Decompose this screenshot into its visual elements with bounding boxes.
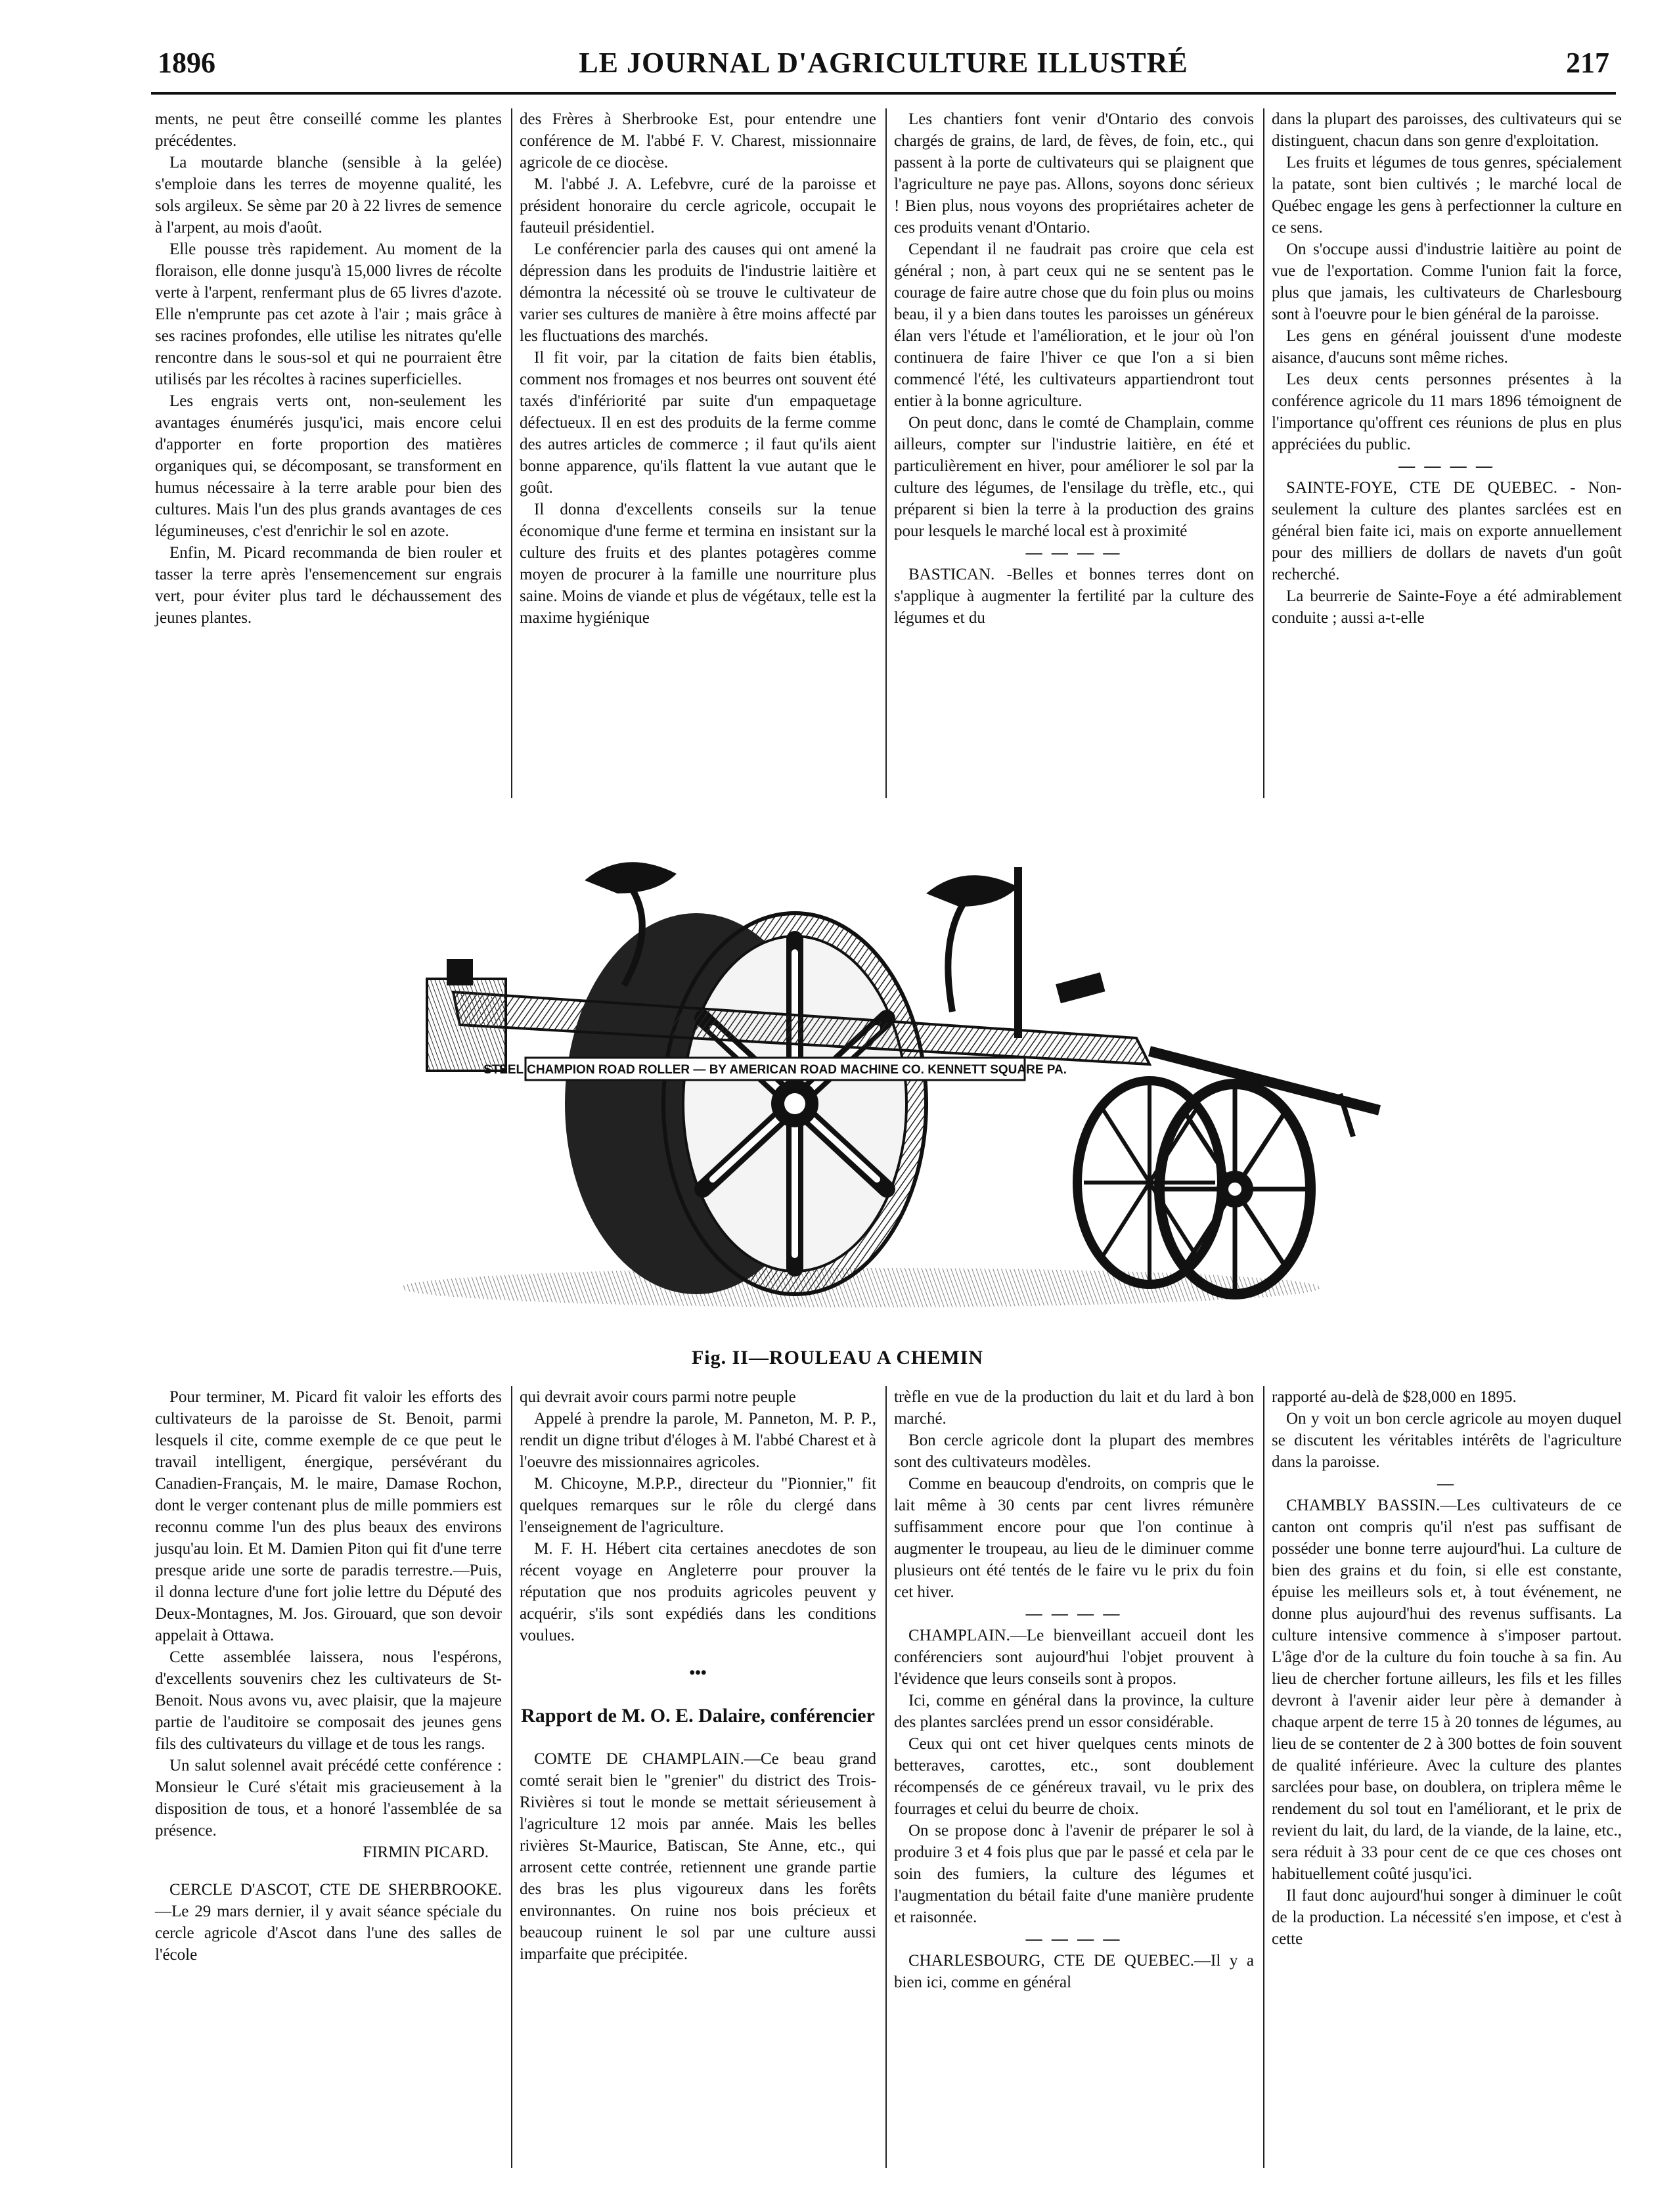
paragraph: On y voit un bon cercle agricole au moyen duquel se discutent les véritables intérêts de l'agriculture dans la paroisse. [1272,1410,1622,1471]
paragraph: ments, ne peut être conseillé comme les plantes précédentes. [155,110,502,150]
figure-caption: Fig. II—ROULEAU A CHEMIN [691,1347,984,1368]
separator: — — — — [1025,544,1123,562]
paragraph: Bon cercle agricole dont la plupart des membres sont des cultivateurs modèles. [894,1432,1254,1471]
paragraph: Un salut solennel avait précédé cette conférence : Monsieur le Curé s'était mis gracieusement à la disposition de tous, et a honoré l'assemblée de sa présence. [155,1757,502,1840]
paragraph: des Frères à Sherbrooke Est, pour entendre une conférence de M. l'abbé F. V. Charest, missionnaire agricole de ce diocèse. [520,110,876,171]
paragraph: Les chantiers font venir d'Ontario des convois chargés de grains, de lard, de fèves, de foin, etc., qui passent à la porte de cultivateurs qui se plaignent que l'agriculture ne paye pas. Allons, soyons donc sérieux ! Bien plus, nous voyons des propriétaires acheter de ces produits venant d'Ontario. [894,110,1254,237]
paragraph: Il fit voir, par la citation de faits bien établis, comment nos fromages et nos beurres ont souvent été taxés d'infériorité par suite d'un empaquetage défectueux. Il en est des produits de la ferme comme des autres articles de commerce ; il faut qu'ils aient bonne apparence, qu'ils flattent la vue autant que le goût. [520,349,876,497]
paragraph: Ceux qui ont cet hiver quelques cents minots de betteraves, carottes, etc., sont doublement récompensés de ce généreux travail, vu le prix des fourrages et celui du beurre de choix. [894,1735,1254,1818]
paragraph: CERCLE D'ASCOT, CTE DE SHERBROOKE.—Le 29 mars dernier, il y avait séance spéciale du cercle agricole d'Ascot dans l'une des salles de l'école [155,1881,502,1964]
paragraph: Enfin, M. Picard recommanda de bien rouler et tasser la terre après l'ensemencement sur engrais vert, pour éviter plus tard le déchaussement des jeunes plantes. [155,544,502,627]
column-rule [1263,108,1264,798]
paragraph: M. l'abbé J. A. Lefebvre, curé de la paroisse et président honoraire du cercle agricole, occupait le fauteuil présidentiel. [520,175,876,237]
separator: — [1437,1475,1456,1493]
paragraph: Les engrais verts ont, non-seulement les avantages énumérés jusqu'ici, mais encore celui d'apporter en forte proportion des matières organiques qui, se décomposant, se transforment en humus nécessaire à la terre arable pour bien des cultures. Mais l'un des plus grands avantages de ces légumineuses, c'est d'enrichir le sol en azote. [155,392,502,540]
paragraph: On peut donc, dans le comté de Champlain, comme ailleurs, compter sur l'industrie laitière, en été et particulièrement en hiver, pour améliorer le sol par la culture des légumes, de l'ensilage du trèfle, etc., qui préparent si bien la terre à la production des grains pour lesquels le marché local est à proximité [894,414,1254,540]
page-header [151,39,1616,95]
paragraph: Appelé à prendre la parole, M. Panneton, M. P. P., rendit un digne tribut d'éloges à M. l'abbé Charest et à l'oeuvre des missionnaires agricoles. [520,1410,876,1471]
paragraph: Les fruits et légumes de tous genres, spécialement la patate, sont bien cultivés ; le marché local de Québec engage les gens à perfectionner la culture en ce sens. [1272,154,1622,237]
paragraph: Ici, comme en général dans la province, la culture des plantes sarclées prend un essor considérable. [894,1692,1254,1731]
paragraph: Comme en beaucoup d'endroits, on compris que le lait même à 30 cents par cent livres rémunère suffisamment encore pour que l'on continue à augmenter le troupeau, au lieu de le diminuer comme plusieurs ont été tentés de le faire vu le prix du foin cet hiver. [894,1475,1254,1601]
separator: — — — — [1025,1605,1123,1623]
rear-wheel [1077,1081,1222,1284]
column-rule [885,108,887,798]
separator: — — — — [1398,457,1495,475]
paragraph: La moutarde blanche (sensible à la gelée) s'emploie dans les terres de moyenne qualité, les sols argileux. Se sème par 20 à 22 livres de semence à l'arpent, au mois d'août. [155,154,502,237]
page-number: 217 [1566,47,1609,79]
section-heading: Rapport de M. O. E. Dalaire, conférencier [521,1705,875,1727]
signature: FIRMIN PICARD. [363,1843,489,1861]
paragraph: CHARLESBOURG, CTE DE QUEBEC.—Il y a bien ici, comme en général [894,1952,1254,1991]
column-rule [1263,1386,1264,2168]
paragraph: Elle pousse très rapidement. Au moment de la floraison, elle donne jusqu'à 15,000 livres de récolte verte à l'arpent, renfermant plus de 65 livres d'azote. Elle n'emprunte pas cet azote à l'air ; mais grâce à ses racines profondes, elle utilise les nitrates qu'elle rencontre dans le sous-sol et qui ne pourraient être utilisés par les récoltes à racines superficielles. [155,240,502,388]
paragraph: qui devrait avoir cours parmi notre peuple [520,1388,796,1406]
column-rule [511,1386,512,2168]
paragraph: Le conférencier parla des causes qui ont amené la dépression dans les produits de l'industrie laitière et démontra la nécessité où se trouve le cultivateur de varier ses cultures de manière à être moins affecté par les fluctuations des marchés. [520,240,876,345]
paragraph: On se propose donc à l'avenir de préparer le sol à produire 3 et 4 fois plus que par le passé et cela par le soin des fumiers, la culture des légumes et l'augmentation du bétail faite d'une manière prudente et raisonnée. [894,1822,1254,1926]
separator: — — — — [1025,1930,1123,1948]
paragraph: COMTE DE CHAMPLAIN.—Ce beau grand comté serait bien le "grenier" du district des Trois-Rivières si tout le monde se mettait sérieusement à l'agriculture 12 mois par année. Mais les belles rivières St-Maurice, Batiscan, Ste Anne, etc., qui arrosent cette contrée, retiennent une grande partie des bras les plus vigoureux dans les forêts environnantes. On ruine nos bois précieux et beaucoup ruinent le sol par une culture aussi imparfaite que précipitée. [520,1750,876,1963]
roller-banner-text: STEEL CHAMPION ROAD ROLLER — BY AMERICAN ROAD MACHINE CO. KENNETT SQUARE PA. [483,1063,1067,1077]
bottom-column-1 [151,1386,506,2175]
paragraph: Il faut donc aujourd'hui songer à diminuer le coût de la production. La nécessité s'en impose, et c'est à cette [1272,1887,1622,1948]
road-roller-illustration [388,828,1386,1340]
top-column-4 [1268,108,1626,805]
separator: ••• [689,1664,707,1682]
paragraph: On s'occupe aussi d'industrie laitière au point de vue de l'exportation. Comme l'union fait la force, plus que jamais, les cultivateurs de Charlesbourg sont à l'oeuvre pour le bien général de la paroisse. [1272,240,1622,323]
paragraph: Les deux cents personnes présentes à la conférence agricole du 11 mars 1896 témoignent de l'importance qu'offrent ces réunions de plus en plus appréciées du public. [1272,371,1622,453]
top-column-3 [890,108,1258,805]
paragraph: Cette assemblée laissera, nous l'espérons, d'excellents souvenirs chez les cultivateurs de St-Benoit. Nous avons vu, avec plaisir, que la majeure partie de l'auditoire se composait des jeunes gens fils des cultivateurs du village et de tous les rangs. [155,1648,502,1753]
paragraph: trèfle en vue de la production du lait et du lard à bon marché. [894,1388,1254,1428]
column-rule [511,108,512,798]
paragraph: Les gens en général jouissent d'une modeste aisance, d'aucuns sont même riches. [1272,327,1622,367]
paragraph: La beurrerie de Sainte-Foye a été admirablement conduite ; aussi a-t-elle [1272,587,1622,627]
paragraph: Cependant il ne faudrait pas croire que cela est général ; non, à part ceux qui ne se sentent pas le courage de faire autre chose que du foin plus ou moins beau, il y a bien dans toutes les paroisses un généreux élan vers l'étude et l'amélioration, et le jour où l'on continuera de faire l'hiver ce que l'on a si bien commencé l'été, les cultivateurs appartiendront tout entier à la bonne agriculture. [894,240,1254,410]
paragraph: rapporté au-delà de $28,000 en 1895. [1272,1388,1517,1406]
paragraph: dans la plupart des paroisses, des cultivateurs qui se distinguent, chacun dans son genre d'exploitation. [1272,110,1622,150]
paragraph: SAINTE-FOYE, CTE DE QUEBEC. - Non-seulement la culture des plantes sarclées est en général bien faite ici, mais on exporte annuellement pour des milliers de dollars de navets d'un goût recherché. [1272,479,1622,583]
bottom-column-4 [1268,1386,1626,2175]
page-year: 1896 [158,47,215,79]
top-column-1 [151,108,506,805]
paragraph: Il donna d'excellents conseils sur la tenue économique d'une ferme et termina en insistant sur la culture des fruits et des plantes potagères comme moyen de procurer à la famille une nourriture plus saine. Moins de viande et plus de végétaux, telle est la maxime hygiénique [520,501,876,627]
paragraph: CHAMPLAIN.—Le bienveillant accueil dont les conférenciers sont aujourd'hui l'objet prouvent à l'évidence que leurs conseils sont à propos. [894,1627,1254,1688]
paragraph: M. F. H. Hébert cita certaines anecdotes de son récent voyage en Angleterre pour prouver la réputation que nos produits agricoles peuvent y acquérir, s'ils sont expédiés dans les conditions voulues. [520,1540,876,1644]
column-rule [885,1386,887,2168]
bottom-column-3 [890,1386,1258,2175]
top-column-2 [516,108,880,805]
journal-title: LE JOURNAL D'AGRICULTURE ILLUSTRÉ [579,47,1188,79]
paragraph: BASTICAN. -Belles et bonnes terres dont on s'applique à augmenter la fertilité par la culture des légumes et du [894,566,1254,627]
paragraph: Pour terminer, M. Picard fit valoir les efforts des cultivateurs de la paroisse de St. Benoit, parmi lesquels il cite, comme exemple de ce que peut le travail intelligent, énergique, persévérant du Canadien-Français, M. le maire, Damase Rochon, dont le verger contenant plus de mille pommiers est reconnu comme l'un des plus beaux des environs jusqu'au loin. Et M. Damien Piton qui fit d'une terre presque aride une sorte de paradis terrestre.—Puis, il donna lecture d'une fort jolie lettre du Député des Deux-Montagnes, M. Jos. Girouard, que son devoir appelait à Ottawa. [155,1388,502,1644]
bottom-column-2 [516,1386,880,2175]
paragraph: CHAMBLY BASSIN.—Les cultivateurs de ce canton ont compris qu'il n'est pas suffisant de posséder une bonne terre aujourd'hui. La culture de bien des grains et du foin, si elle est constante, épuise les meilleurs sols et, à tout événement, ne donne plus aujourd'hui des revenus suffisants. La culture intensive commence à s'imposer partout. L'âge d'or de la culture du foin touche à sa fin. Au lieu de chercher fortune ailleurs, les fils et les filles devront à l'avenir aider leur père à demander à chaque arpent de terre 15 à 20 tonnes de légumes, au lieu de se contenter de 2 à 300 bottes de foin souvent de qualité inférieure. Avec la culture des plantes sarclées pour base, on doublera, on triplera même le rendement du sol tout en l'améliorant, et le prix de revient du lait, du lard, de la viande, de la laine, etc., sera réduit à 33 pour cent de ce que ces choses ont habituellement coûté jusqu'ici. [1272,1497,1622,1883]
paragraph: M. Chicoyne, M.P.P., directeur du "Pionnier," fit quelques remarques sur le rôle du clergé dans l'enseignement de l'agriculture. [520,1475,876,1536]
rear-wheel [1159,1084,1310,1294]
